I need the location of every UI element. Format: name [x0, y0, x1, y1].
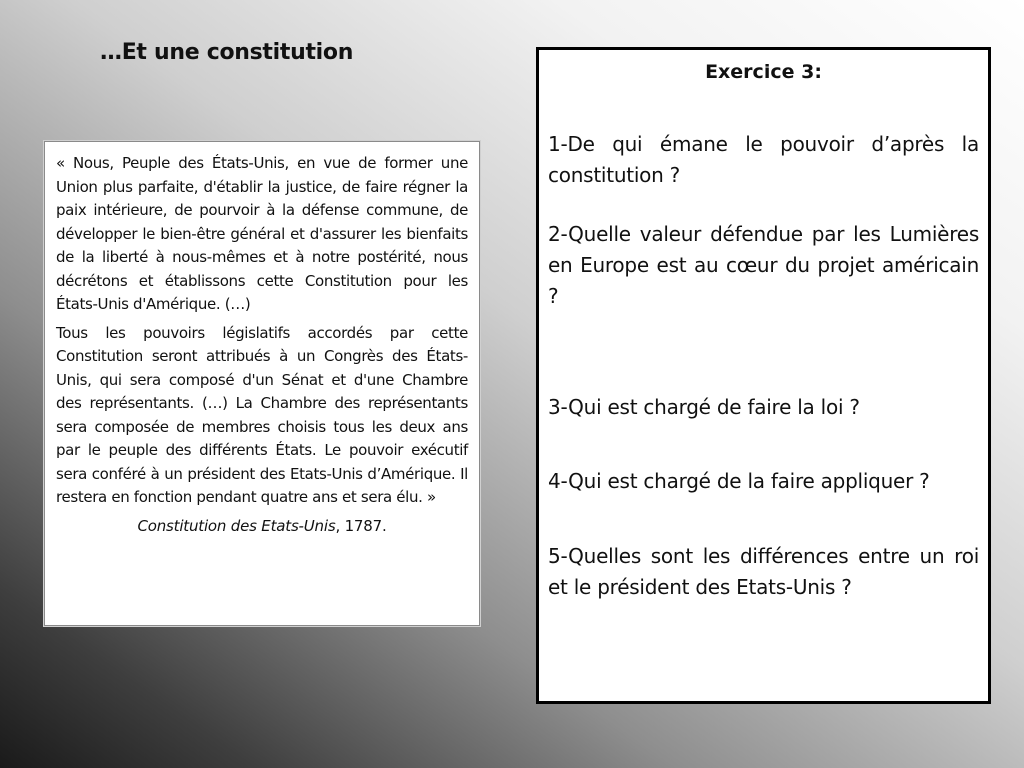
- exercise-question-1: 1-De qui émane le pouvoir d’après la constitution ?: [548, 132, 979, 187]
- exercise-question-3: 3-Qui est chargé de faire la loi ?: [548, 395, 860, 419]
- quote-source: [56, 515, 468, 539]
- exercise-title: Exercice 3:: [705, 61, 822, 83]
- constitution-quote-box: [44, 141, 480, 626]
- quote-paragraph-preamble: « Nous, Peuple des États-Unis, en vue de former une Union plus parfaite, d'établir la justice, de faire régner la paix intérieure, de pourvoir à la défense commune, de développer le bien-être général et d'assurer les bienfaits de la liberté à nous-mêmes et à notre postérité, nous décrétons et établissons cette Constitution pour les États-Unis d'Amérique. (…): [56, 154, 468, 313]
- exercise-question-2: 2-Quelle valeur défendue par les Lumières en Europe est au cœur du projet américain ?: [548, 222, 979, 308]
- exercise-question-4: 4-Qui est chargé de la faire appliquer ?: [548, 469, 930, 493]
- exercise-question-5: 5-Quelles sont les différences entre un roi et le président des Etats-Unis ?: [548, 544, 979, 599]
- quote-paragraph-powers: Tous les pouvoirs législatifs accordés par cette Constitution seront attribués à un Congrès des États-Unis, qui sera composé d'un Sénat et d'une Chambre des représentants. (…) La Chambre des représentants sera composée de membres choisis tous les deux ans par le peuple des différents États. Le pouvoir exécutif sera conféré à un président des Etats-Unis d’Amérique. Il restera en fonction pendant quatre ans et sera élu. »: [56, 323, 468, 506]
- quote-source-year: , 1787.: [335, 516, 387, 535]
- exercise-box: [536, 47, 991, 704]
- quote-source-title: Constitution des Etats-Unis: [137, 516, 336, 535]
- slide-title: …Et une constitution: [100, 40, 354, 65]
